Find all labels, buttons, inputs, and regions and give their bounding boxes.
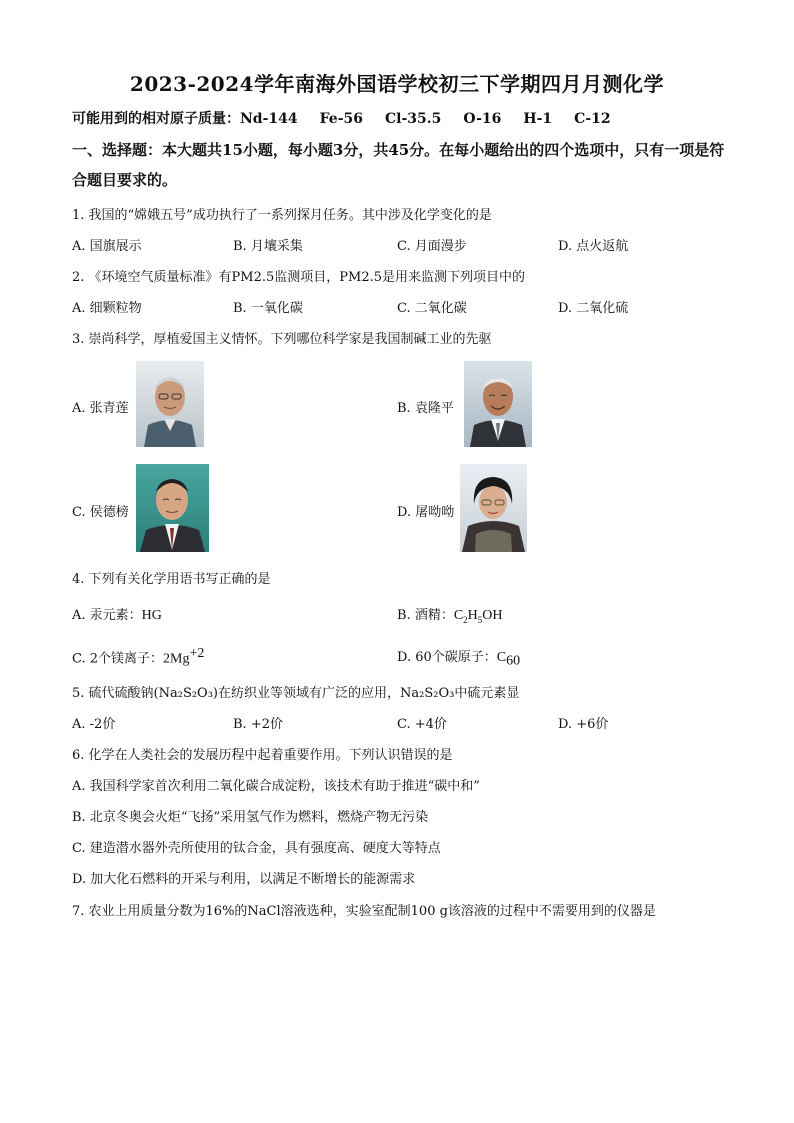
question-2-option-a: A. 细颗粒物	[72, 301, 142, 316]
section-heading-choice: 一、选择题：本大题共15小题，每小题3分，共45分。在每小题给出的四个选项中，只有一项是符合题目要求的。	[72, 141, 725, 189]
atomic-mass-fe: Fe-56	[319, 111, 363, 127]
atomic-mass-label: 可能用到的相对原子质量：	[72, 111, 240, 127]
atomic-mass-cl: Cl-35.5	[385, 111, 442, 127]
question-5-option-c: C. +4价	[397, 717, 447, 732]
question-7-stem: 7. 农业上用质量分数为16%的NaCl溶液选种，实验室配制100 g该溶液的过程中不需要用到的仪器是	[72, 904, 656, 919]
atomic-mass-line	[72, 108, 633, 128]
question-4-stem: 4. 下列有关化学用语书写正确的是	[72, 572, 271, 587]
portrait-hou-debang	[136, 464, 209, 552]
question-4-option-d-formula: C	[496, 650, 507, 665]
question-3-option-a: A. 张青莲	[72, 401, 129, 416]
question-4-option-c-label: C. 2个镁离子：	[72, 651, 164, 667]
question-1-option-a: A. 国旗展示	[72, 239, 142, 254]
question-4-option-c-formula: 2Mg	[163, 651, 190, 667]
question-3-option-b: B. 袁隆平	[397, 401, 454, 416]
question-4-option-a-formula: HG	[141, 608, 162, 623]
question-6-option-c: C. 建造潜水器外壳所使用的钛合金，具有强度高、硬度大等特点	[72, 841, 441, 856]
portrait-tu-youyou	[460, 464, 527, 552]
question-3-option-d: D. 屠呦呦	[397, 505, 455, 520]
question-4-option-a-label: A. 汞元素：	[72, 608, 142, 623]
question-2-option-b: B. 一氧化碳	[233, 301, 303, 316]
question-6-option-b: B. 北京冬奥会火炬“飞扬”采用氢气作为燃料，燃烧产物无污染	[72, 810, 429, 825]
question-1-stem: 1. 我国的“嫦娥五号”成功执行了一系列探月任务。其中涉及化学变化的是	[72, 208, 492, 223]
portrait-b-image	[464, 361, 532, 447]
question-4-option-c-charge: +2	[189, 646, 205, 661]
page-title: 2023-2024学年南海外国语学校初三下学期四月月测化学	[129, 72, 665, 96]
question-3-stem: 3. 崇尚科学，厚植爱国主义情怀。下列哪位科学家是我国制碱工业的先驱	[72, 332, 492, 347]
question-2-option-d: D. 二氧化硫	[558, 301, 629, 316]
question-4-option-d	[397, 646, 520, 670]
question-4-option-b-label: B. 酒精：	[397, 608, 454, 623]
portrait-d-image	[460, 464, 527, 552]
portrait-c-image	[136, 464, 209, 552]
question-5-stem: 5. 硫代硫酸钠(Na₂S₂O₃)在纺织业等领域有广泛的应用，Na₂S₂O₃中硫元素显	[72, 686, 520, 701]
question-4-option-d-subscript: 60	[506, 653, 521, 669]
atomic-mass-nd: Nd-144	[240, 111, 298, 127]
portrait-yuan-longping	[464, 361, 532, 447]
question-6-option-a: A. 我国科学家首次利用二氧化碳合成淀粉，该技术有助于推进“碳中和”	[72, 779, 480, 794]
question-4-option-a	[72, 604, 162, 624]
portrait-a-image	[136, 361, 204, 447]
atomic-mass-h: H-1	[523, 111, 553, 127]
question-4-option-c	[72, 646, 204, 667]
question-4-option-b	[397, 604, 503, 625]
question-2-option-c: C. 二氧化碳	[397, 301, 467, 316]
question-4-option-d-label: D. 60个碳原子：	[397, 650, 497, 665]
atomic-mass-o: O-16	[463, 111, 502, 127]
question-5-option-a: A. -2价	[72, 717, 116, 732]
question-5-option-d: D. +6价	[558, 717, 609, 732]
atomic-mass-c: C-12	[574, 111, 611, 127]
question-5-option-b: B. +2价	[233, 717, 283, 732]
question-2-stem: 2. 《环境空气质量标准》有PM2.5监测项目，PM2.5是用来监测下列项目中的	[72, 270, 526, 285]
question-1-option-b: B. 月壤采集	[233, 239, 303, 254]
portrait-zhang-qinglian	[136, 361, 204, 447]
question-4-option-b-formula: $C_2H_5OH$	[453, 608, 503, 625]
question-6-stem: 6. 化学在人类社会的发展历程中起着重要作用。下列认识错误的是	[72, 748, 453, 763]
question-1-option-d: D. 点火返航	[558, 239, 629, 254]
question-3-option-c: C. 侯德榜	[72, 505, 129, 520]
question-1-option-c: C. 月面漫步	[397, 239, 467, 254]
question-6-option-d: D. 加大化石燃料的开采与利用，以满足不断增长的能源需求	[72, 872, 416, 887]
